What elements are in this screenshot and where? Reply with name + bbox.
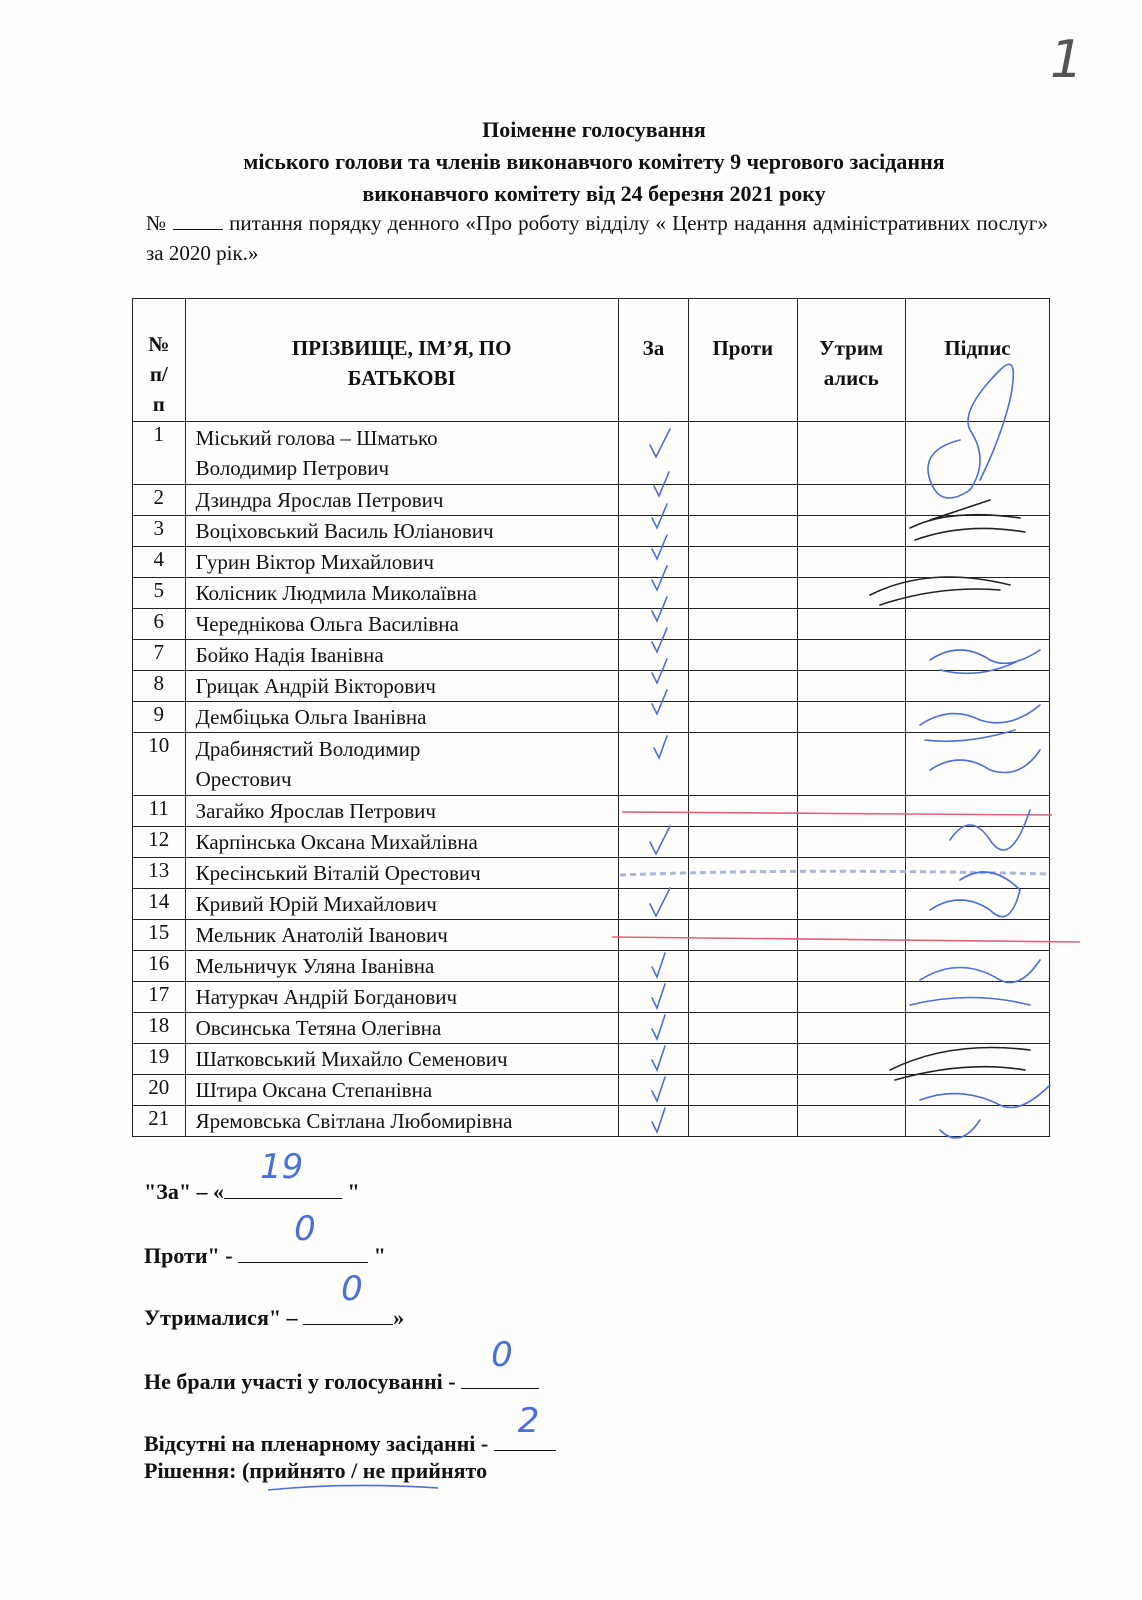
signature-cell <box>905 796 1049 827</box>
table-row <box>133 640 1050 671</box>
table-row <box>133 609 1050 640</box>
table-row <box>133 920 1050 951</box>
row-number: 9 <box>133 702 186 733</box>
summary-against: Проти" - 0 " <box>144 1209 386 1268</box>
vote-table <box>132 298 1050 1137</box>
signature-cell <box>905 640 1049 671</box>
row-number: 4 <box>133 547 186 578</box>
signature-cell <box>905 733 1049 796</box>
vote-abstain-cell <box>797 485 905 516</box>
member-name: Міський голова – Шматько Володимир Петрович <box>185 422 618 485</box>
table-row <box>133 858 1050 889</box>
vote-against-cell <box>689 485 797 516</box>
member-name: Бойко Надія Іванівна <box>185 640 618 671</box>
vote-against-cell <box>689 733 797 796</box>
vote-abstain-cell <box>797 516 905 547</box>
vote-abstain-cell <box>797 422 905 485</box>
agenda-text: питання порядку денного «Про роботу відділу « Центр надання адміністративних послуг» за 2020 рік.» <box>146 211 1049 265</box>
vote-against-cell <box>689 640 797 671</box>
signature-cell <box>905 578 1049 609</box>
vote-abstain-cell <box>797 702 905 733</box>
vote-for-cell <box>618 640 688 671</box>
vote-against-cell <box>689 516 797 547</box>
summary-not-voting: Не брали участі у голосуванні - 0 <box>144 1366 539 1397</box>
row-number: 18 <box>133 1013 186 1044</box>
vote-for-cell <box>618 578 688 609</box>
vote-abstain-cell <box>797 827 905 858</box>
vote-abstain-cell <box>797 982 905 1013</box>
vote-for-cell <box>618 920 688 951</box>
row-number: 16 <box>133 951 186 982</box>
signature-cell <box>905 1106 1049 1137</box>
col-name: ПРІЗВИЩЕ, ІМ’Я, ПО БАТЬКОВІ <box>185 299 618 422</box>
member-name: Драбинястий Володимир Орестович <box>185 733 618 796</box>
member-name: Гурин Віктор Михайлович <box>185 547 618 578</box>
vote-abstain-cell <box>797 1106 905 1137</box>
vote-for-cell <box>618 796 688 827</box>
agenda-prefix: № <box>146 211 167 235</box>
vote-abstain-cell <box>797 796 905 827</box>
row-number: 10 <box>133 733 186 796</box>
signature-cell <box>905 951 1049 982</box>
vote-for-cell <box>618 702 688 733</box>
row-number: 19 <box>133 1044 186 1075</box>
vote-for-cell <box>618 858 688 889</box>
table-row <box>133 578 1050 609</box>
row-number: 3 <box>133 516 186 547</box>
vote-against-cell <box>689 702 797 733</box>
vote-against-cell <box>689 982 797 1013</box>
vote-for-cell <box>618 951 688 982</box>
vote-for-cell <box>618 609 688 640</box>
signature-cell <box>905 609 1049 640</box>
doc-date-line: виконавчого комітету від 24 березня 2021 року <box>362 181 826 206</box>
vote-for-cell <box>618 547 688 578</box>
vote-against-cell <box>689 578 797 609</box>
signature-cell <box>905 547 1049 578</box>
member-name: Кривий Юрій Михайлович <box>185 889 618 920</box>
vote-against-cell <box>689 827 797 858</box>
vote-against-cell <box>689 858 797 889</box>
col-for: За <box>618 299 688 422</box>
against-count-field: 0 <box>238 1240 368 1263</box>
vote-abstain-cell <box>797 1013 905 1044</box>
vote-against-cell <box>689 547 797 578</box>
row-number: 21 <box>133 1106 186 1137</box>
vote-abstain-cell <box>797 1044 905 1075</box>
agenda-number-blank <box>173 211 223 230</box>
member-name: Мельник Анатолій Іванович <box>185 920 618 951</box>
vote-abstain-cell <box>797 609 905 640</box>
row-number: 17 <box>133 982 186 1013</box>
table-row <box>133 547 1050 578</box>
vote-against-cell <box>689 796 797 827</box>
member-name: Колісник Людмила Миколаївна <box>185 578 618 609</box>
vote-for-cell <box>618 485 688 516</box>
member-name: Шатковський Михайло Семенович <box>185 1044 618 1075</box>
summary-decision: Рішення: (прийнято / не прийнято <box>144 1458 488 1483</box>
signature-cell <box>905 516 1049 547</box>
table-row <box>133 422 1050 485</box>
table-row <box>133 1075 1050 1106</box>
vote-for-cell <box>618 1013 688 1044</box>
row-number: 11 <box>133 796 186 827</box>
vote-abstain-cell <box>797 547 905 578</box>
member-name: Штира Оксана Степанівна <box>185 1075 618 1106</box>
col-against: Проти <box>689 299 797 422</box>
vote-abstain-cell <box>797 671 905 702</box>
row-number: 15 <box>133 920 186 951</box>
signature-cell <box>905 982 1049 1013</box>
table-row <box>133 516 1050 547</box>
table-row <box>133 982 1050 1013</box>
table-row <box>133 671 1050 702</box>
vote-abstain-cell <box>797 640 905 671</box>
table-row <box>133 827 1050 858</box>
signature-cell <box>905 671 1049 702</box>
vote-against-cell <box>689 1106 797 1137</box>
signature-cell <box>905 702 1049 733</box>
table-header-row <box>133 299 1050 422</box>
vote-abstain-cell <box>797 733 905 796</box>
table-row <box>133 485 1050 516</box>
table-row <box>133 733 1050 796</box>
table-row <box>133 1106 1050 1137</box>
row-number: 13 <box>133 858 186 889</box>
vote-for-cell <box>618 982 688 1013</box>
summary-for: "За" – « 19 " <box>144 1147 360 1204</box>
row-number: 20 <box>133 1075 186 1106</box>
vote-against-cell <box>689 671 797 702</box>
member-name: Мельничук Уляна Іванівна <box>185 951 618 982</box>
vote-against-cell <box>689 920 797 951</box>
summary-abstained: Утрималися" – 0 » <box>144 1269 405 1330</box>
row-number: 1 <box>133 422 186 485</box>
not-voting-count-field: 0 <box>461 1366 539 1389</box>
row-number: 6 <box>133 609 186 640</box>
vote-against-cell <box>689 1044 797 1075</box>
table-row <box>133 889 1050 920</box>
vote-against-cell <box>689 889 797 920</box>
member-name: Натуркач Андрій Богданович <box>185 982 618 1013</box>
absent-count-field: 2 <box>494 1428 556 1451</box>
vote-abstain-cell <box>797 858 905 889</box>
summary-absent: Відсутні на пленарному засіданні - 2 <box>144 1428 556 1459</box>
vote-abstain-cell <box>797 920 905 951</box>
vote-abstain-cell <box>797 1075 905 1106</box>
col-abstained: Утрим ались <box>797 299 905 422</box>
member-name: Воціховський Василь Юліанович <box>185 516 618 547</box>
row-number: 8 <box>133 671 186 702</box>
col-signature: Підпис <box>905 299 1049 422</box>
signature-cell <box>905 889 1049 920</box>
vote-against-cell <box>689 1013 797 1044</box>
member-name: Дембіцька Ольга Іванівна <box>185 702 618 733</box>
vote-abstain-cell <box>797 578 905 609</box>
vote-for-cell <box>618 422 688 485</box>
signature-cell <box>905 920 1049 951</box>
signature-cell <box>905 422 1049 485</box>
member-name: Дзиндра Ярослав Петрович <box>185 485 618 516</box>
row-number: 2 <box>133 485 186 516</box>
page-number: 1 <box>1050 30 1084 90</box>
row-number: 5 <box>133 578 186 609</box>
vote-for-cell <box>618 733 688 796</box>
vote-for-cell <box>618 1044 688 1075</box>
abstained-count-field: 0 <box>303 1302 393 1325</box>
row-number: 12 <box>133 827 186 858</box>
doc-subtitle: міського голови та членів виконавчого комітету 9 чергового засідання <box>243 149 945 174</box>
vote-for-cell <box>618 1106 688 1137</box>
table-row <box>133 1044 1050 1075</box>
member-name: Овсинська Тетяна Олегівна <box>185 1013 618 1044</box>
vote-abstain-cell <box>797 889 905 920</box>
table-row <box>133 796 1050 827</box>
doc-title: Поіменне голосування <box>482 117 706 142</box>
member-name: Карпінська Оксана Михайлівна <box>185 827 618 858</box>
member-name: Загайко Ярослав Петрович <box>185 796 618 827</box>
row-number: 7 <box>133 640 186 671</box>
vote-for-cell <box>618 1075 688 1106</box>
vote-against-cell <box>689 609 797 640</box>
signature-cell <box>905 485 1049 516</box>
signature-cell <box>905 1075 1049 1106</box>
vote-for-cell <box>618 827 688 858</box>
vote-against-cell <box>689 422 797 485</box>
for-count-field: 19 <box>224 1176 342 1199</box>
signature-cell <box>905 858 1049 889</box>
agenda-item <box>146 208 1048 268</box>
member-name: Череднікова Ольга Василівна <box>185 609 618 640</box>
vote-against-cell <box>689 951 797 982</box>
member-name: Грицак Андрій Вікторович <box>185 671 618 702</box>
signature-cell <box>905 1013 1049 1044</box>
table-row <box>133 951 1050 982</box>
table-row <box>133 702 1050 733</box>
vote-for-cell <box>618 516 688 547</box>
vote-for-cell <box>618 889 688 920</box>
vote-against-cell <box>689 1075 797 1106</box>
signature-cell <box>905 827 1049 858</box>
member-name: Кресінський Віталій Орестович <box>185 858 618 889</box>
row-number: 14 <box>133 889 186 920</box>
vote-abstain-cell <box>797 951 905 982</box>
vote-for-cell <box>618 671 688 702</box>
handwritten-underline <box>268 1485 438 1490</box>
member-name: Яремовська Світлана Любомирівна <box>185 1106 618 1137</box>
table-row <box>133 1013 1050 1044</box>
col-number: № п/ п <box>133 299 186 422</box>
signature-cell <box>905 1044 1049 1075</box>
